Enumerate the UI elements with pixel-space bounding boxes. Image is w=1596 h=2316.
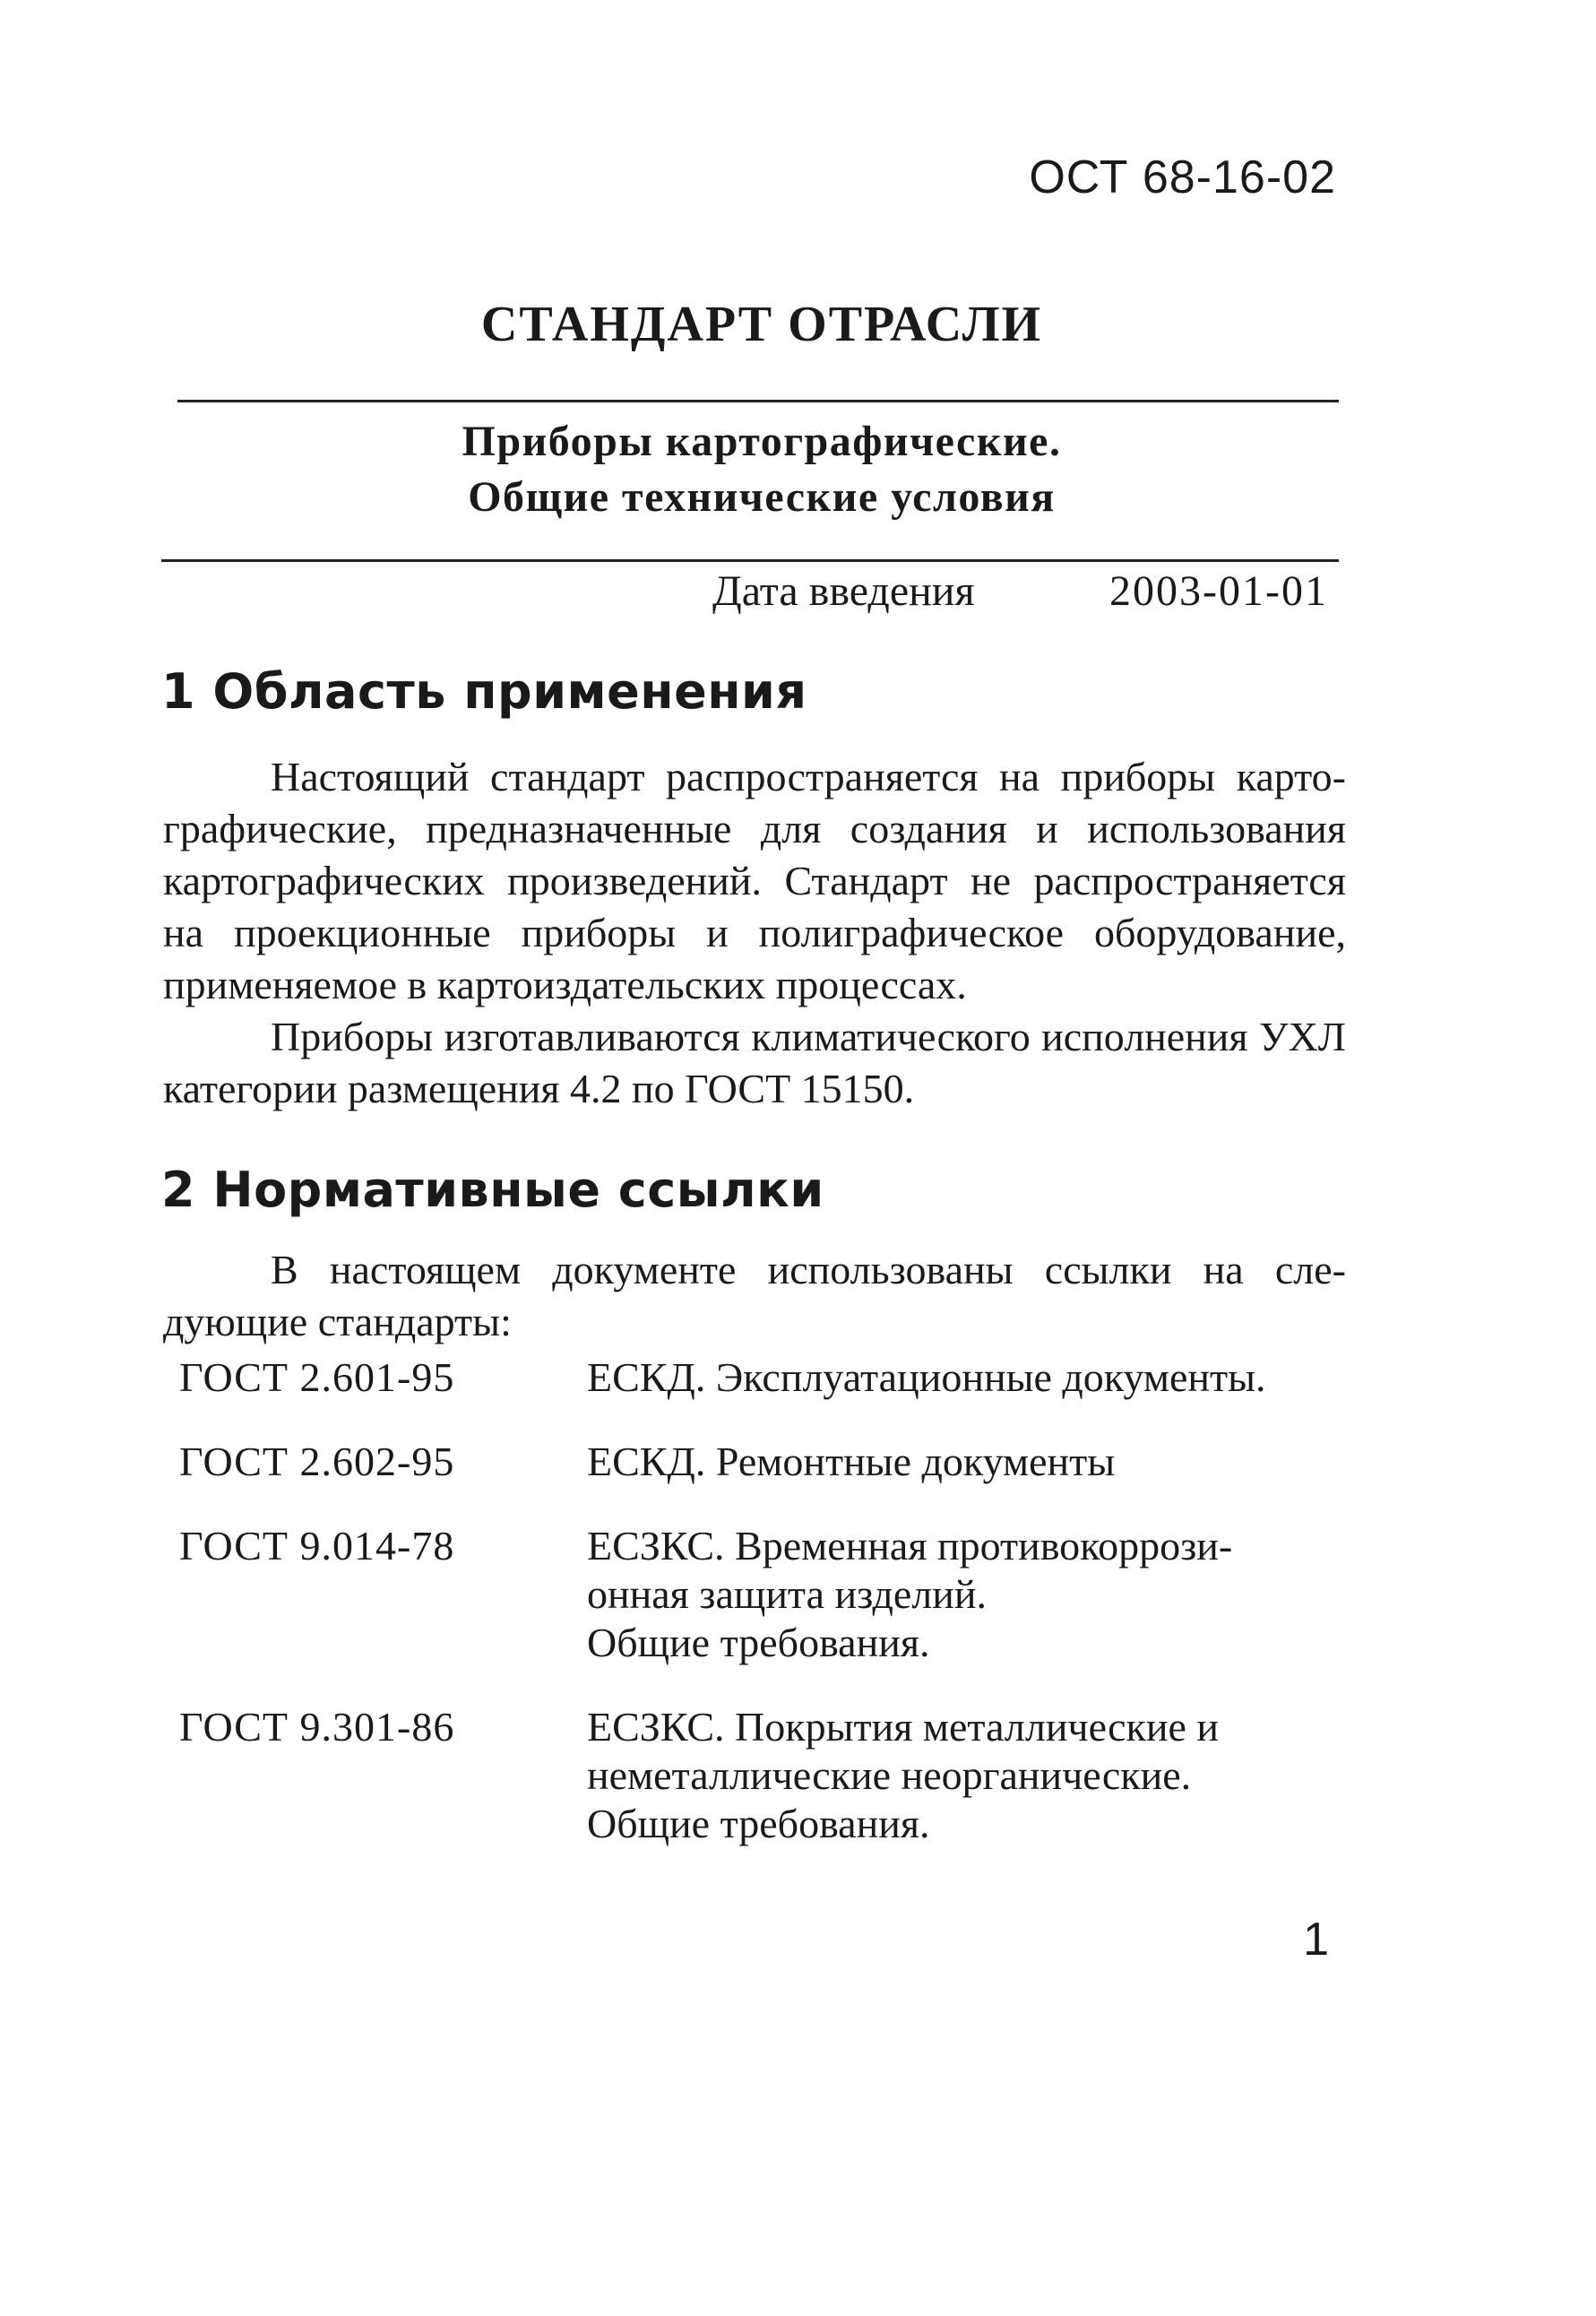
document-code: ОСТ 68-16-02 <box>1029 151 1336 203</box>
reference-title: ЕСЗКС. Временная противокоррози- онная защита изделий. Общие требования. <box>587 1523 1233 1665</box>
title-line-2: Общие технические условия <box>468 473 1056 521</box>
reference-code: ГОСТ 2.602-95 <box>179 1439 455 1484</box>
section-1-heading: 1 Область применения <box>161 663 807 720</box>
title-line-1: Приборы картографические. <box>462 418 1062 465</box>
reference-row <box>179 1522 1362 1667</box>
top-divider <box>177 400 1339 402</box>
bottom-divider <box>161 559 1339 562</box>
document-title <box>161 414 1362 525</box>
section-2-intro: В настоящем документе использованы ссылки на следующие стандарты: <box>163 1247 1346 1344</box>
reference-title: ЕСКД. Эксплуатационные документы. <box>587 1354 1266 1400</box>
standard-type-title: СТАНДАРТ ОТРАСЛИ <box>480 297 1043 352</box>
section-2-heading: 2 Нормативные ссылки <box>161 1162 824 1218</box>
reference-row <box>179 1353 1362 1402</box>
references-list <box>179 1353 1362 1884</box>
introduction-date-label: Дата введения <box>712 567 975 615</box>
reference-code: ГОСТ 9.014-78 <box>179 1523 455 1568</box>
page-number: 1 <box>1303 1914 1329 1966</box>
section-1-paragraph-1: Настоящий стандарт распространяется на приборы картографические, предназначенные для создания и использования картографических произведений. Стандарт не распространяется на проекционные приборы и полиграфическое оборудование, применяемое в картоиздательских процессах. <box>163 754 1346 1007</box>
reference-row <box>179 1703 1362 1848</box>
section-1-paragraph-2: Приборы изготавливаются климатического исполнения УХЛ категории размещения 4.2 по ГОСТ 15150. <box>163 1014 1346 1111</box>
reference-row <box>179 1438 1362 1486</box>
reference-code: ГОСТ 2.601-95 <box>179 1354 455 1400</box>
reference-title: ЕСЗКС. Покрытия металлические и неметаллические неорганические. Общие требования. <box>587 1704 1220 1846</box>
reference-title: ЕСКД. Ремонтные документы <box>587 1439 1116 1484</box>
reference-code: ГОСТ 9.301-86 <box>179 1704 455 1750</box>
introduction-date-value: 2003-01-01 <box>1109 567 1328 615</box>
